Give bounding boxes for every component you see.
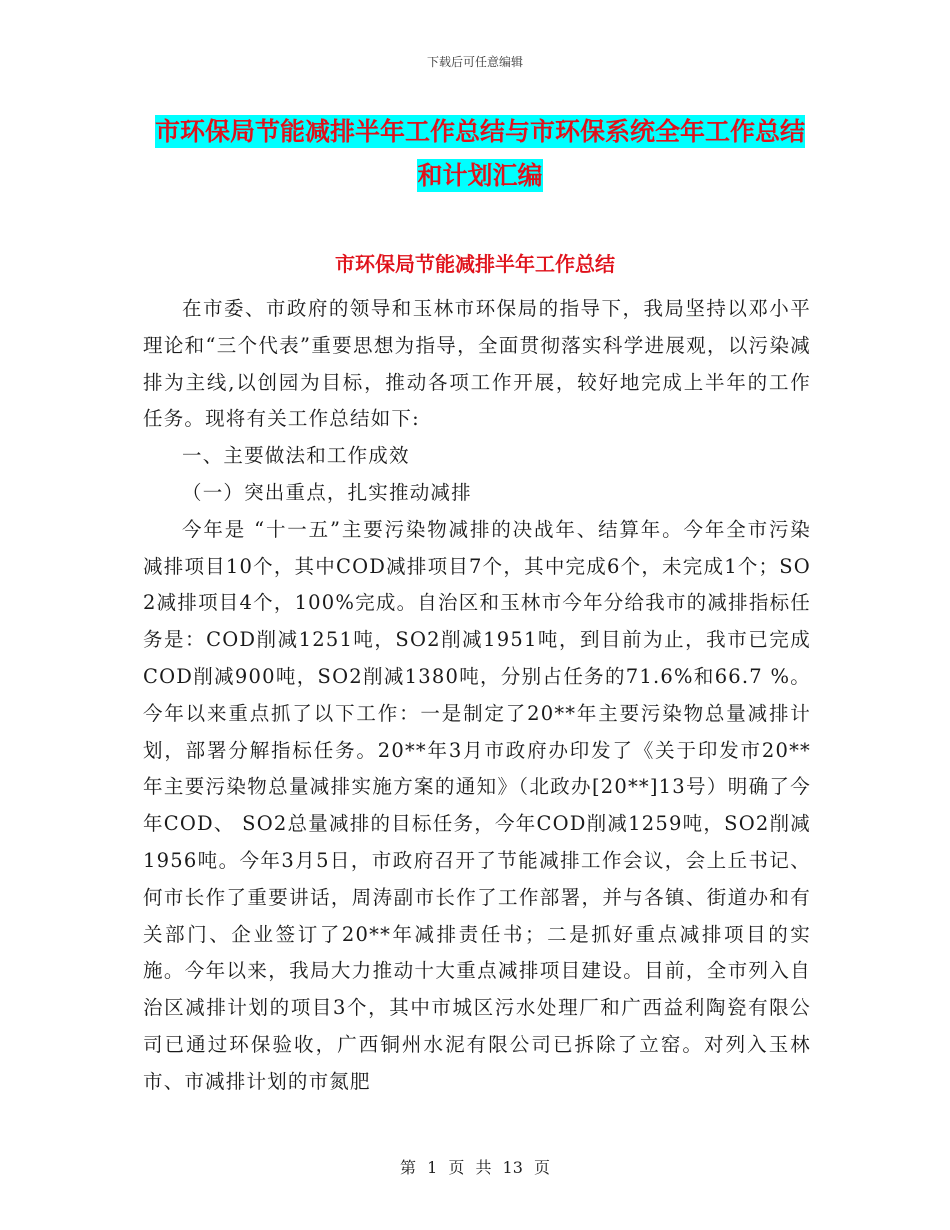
document-title-text: 市环保局节能减排半年工作总结与市环保系统全年工作总结和计划汇编 (154, 117, 805, 190)
header-note: 下载后可任意编辑 (426, 55, 523, 69)
page-footer: 第 1 页 共 13 页 (400, 1158, 550, 1177)
paragraph-heading-1: 一、主要做法和工作成效 (182, 444, 410, 468)
section-title: 市环保局节能减排半年工作总结 (335, 252, 615, 276)
body-text (143, 291, 811, 1101)
paragraph-main: 今年是 “十一五”主要污染物减排的决战年、结算年。今年全市污染减排项目10个，其中COD减排项目7个，其中完成6个，未完成1个；SO2减排项目4个，100%完成。自治区和玉林市今年分给我市的减排指标任务是：COD削减1251吨，SO2削减1951吨，到目前为止，我市已完成COD削减900吨，SO2削减1380吨，分别占任务的71.6%和66.7 %。今年以来重点抓了以下工作：一是制定了20**年主要污染物总量减排计划，部署分解指标任务。20**年3月市政府办印发了《关于印发市20**年主要污染物总量减排实施方案的通知》（北政办[20**]13号）明确了今年COD、 SO2总量减排的目标任务，今年COD削减1259吨，SO2削减1956吨。今年3月5日，市政府召开了节能减排工作会议，会上丘书记、何市长作了重要讲话，周涛副市长作了工作部署，并与各镇、街道办和有关部门、企业签订了20**年减排责任书；二是抓好重点减排项目的实施。今年以来，我局大力推动十大重点减排项目建设。目前，全市列入自治区减排计划的项目3个，其中市城区污水处理厂和广西益利陶瓷有限公司已通过环保验收，广西铜州水泥有限公司已拆除了立窑。对列入玉林市、市减排计划的市氮肥 (143, 517, 811, 1093)
document-title (150, 110, 810, 198)
paragraph-subheading-1: （一）突出重点，扎实推动减排 (182, 480, 472, 504)
paragraph-intro: 在市委、市政府的领导和玉林市环保局的指导下，我局坚持以邓小平理论和“三个代表”重要思想为指导，全面贯彻落实科学进展观，以污染减排为主线,以创园为目标，推动各项工作开展，较好地完成上半年的工作任务。现将有关工作总结如下: (143, 297, 811, 431)
